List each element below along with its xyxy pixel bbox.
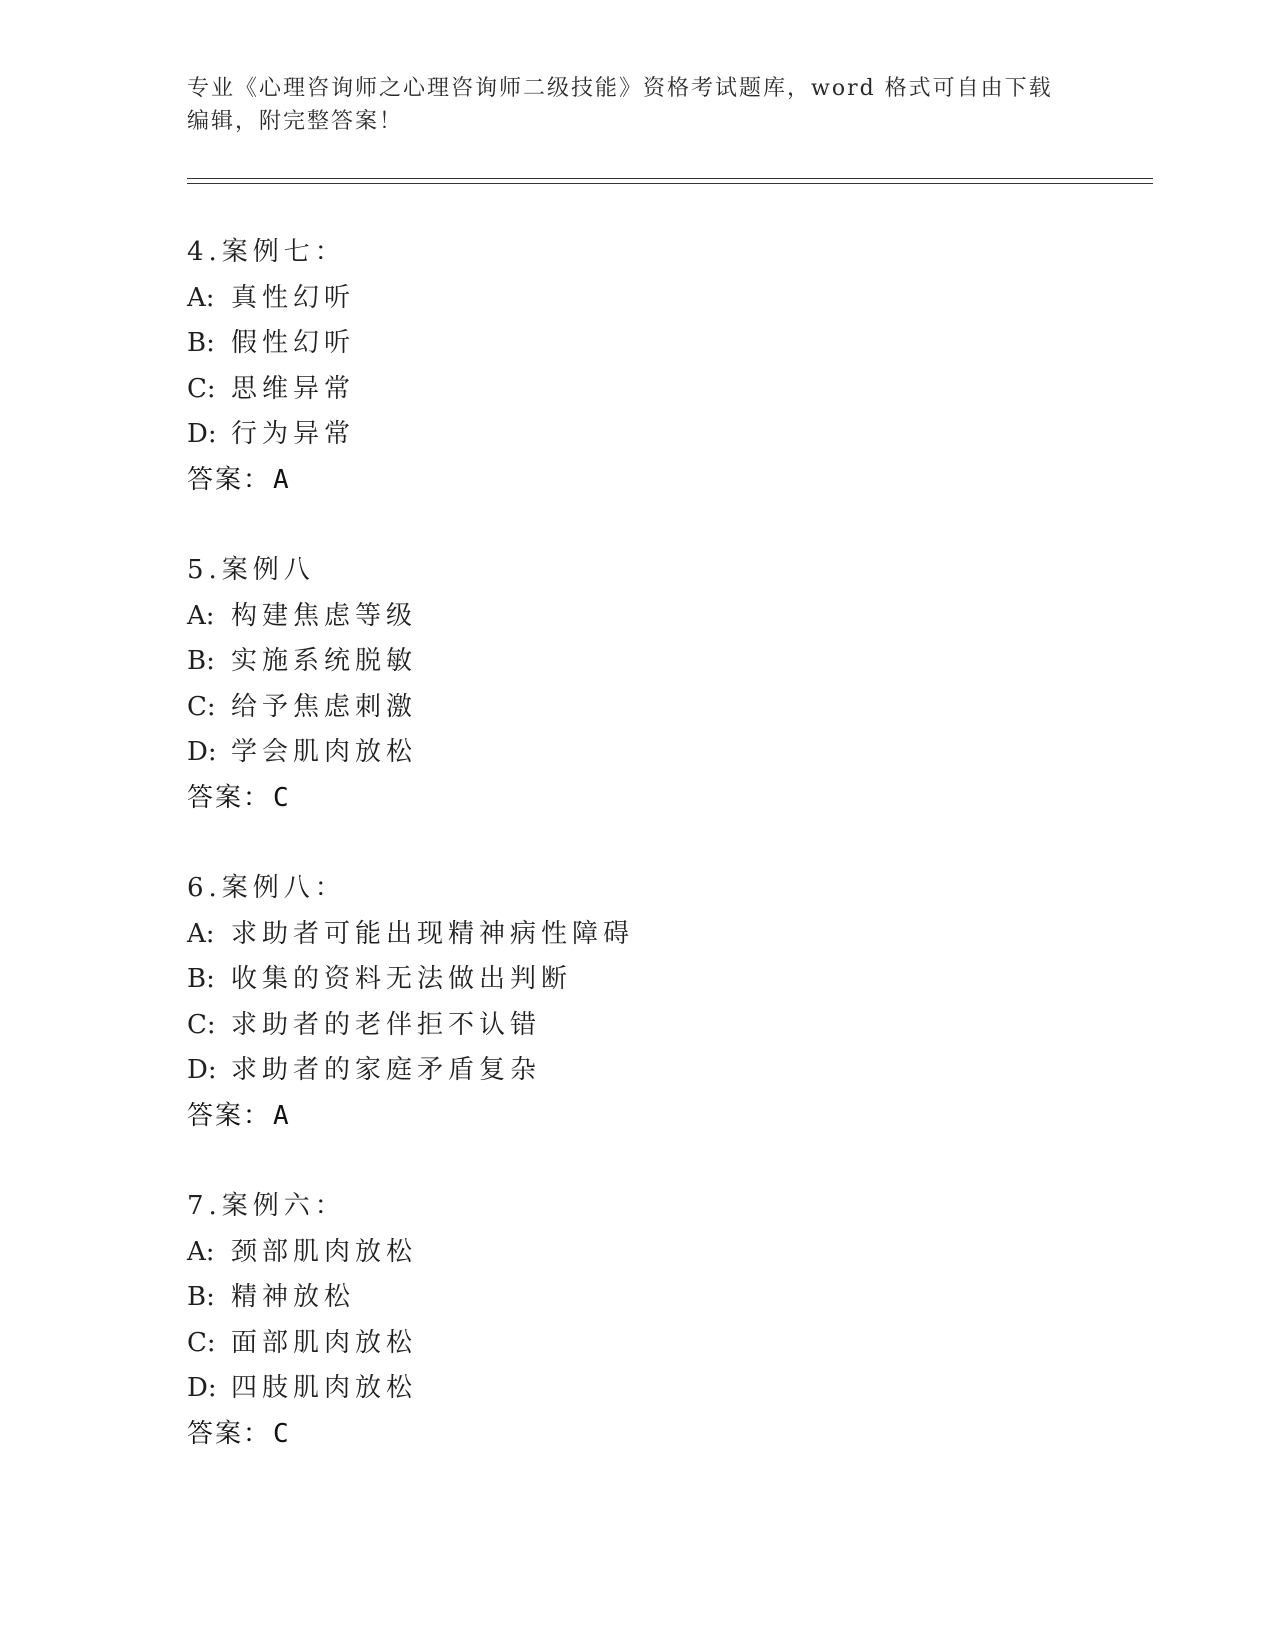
option-b — [187, 321, 1087, 367]
question-4 — [187, 230, 1087, 503]
header-line-1: 专业《心理咨询师之心理咨询师二级技能》资格考试题库，word 格式可自由下载 — [187, 76, 1053, 101]
header-divider-top — [187, 178, 1153, 179]
option-text: 面部肌肉放松 — [231, 1327, 418, 1358]
option-a — [187, 1230, 1087, 1276]
answer-label: 答案： — [187, 782, 272, 813]
question-title: 4.案例七： — [187, 237, 346, 267]
question-title: 7.案例六： — [187, 1191, 346, 1221]
answer-line — [187, 776, 1087, 822]
option-c — [187, 1003, 1087, 1049]
question-7 — [187, 1184, 1087, 1457]
question-title: 6.案例八： — [187, 873, 346, 903]
option-text: 真性幻听 — [231, 282, 356, 313]
option-text: 收集的资料无法做出判断 — [231, 964, 573, 994]
option-letter: A: — [187, 1236, 215, 1267]
option-text: 精神放松 — [231, 1282, 356, 1312]
option-b — [187, 639, 1087, 685]
question-title: 5.案例八 — [187, 555, 315, 585]
document-header — [187, 72, 1067, 138]
answer-value: C — [273, 782, 289, 813]
option-letter: D: — [187, 737, 217, 767]
question-5 — [187, 548, 1087, 821]
option-text: 求助者的家庭矛盾复杂 — [231, 1055, 542, 1085]
option-c — [187, 685, 1087, 731]
option-b — [187, 1275, 1087, 1321]
answer-line — [187, 1412, 1087, 1458]
option-text: 四肢肌肉放松 — [231, 1373, 418, 1403]
option-letter: D: — [187, 1373, 217, 1403]
option-text: 学会肌肉放松 — [231, 737, 418, 767]
option-letter: B: — [187, 328, 215, 358]
option-text: 行为异常 — [231, 419, 356, 449]
answer-line — [187, 458, 1087, 504]
answer-label: 答案： — [187, 1418, 272, 1449]
option-letter: A: — [187, 600, 215, 631]
option-text: 颈部肌肉放松 — [231, 1236, 418, 1267]
option-d — [187, 412, 1087, 458]
answer-value: C — [273, 1418, 289, 1449]
option-letter: D: — [187, 419, 217, 449]
option-text: 给予焦虑刺激 — [231, 691, 418, 722]
answer-line — [187, 1094, 1087, 1140]
option-d — [187, 1366, 1087, 1412]
option-text: 求助者可能出现精神病性障碍 — [231, 918, 635, 949]
option-text: 假性幻听 — [231, 328, 356, 358]
option-a — [187, 912, 1087, 958]
option-letter: D: — [187, 1055, 217, 1085]
option-text: 求助者的老伴拒不认错 — [231, 1009, 542, 1040]
option-text: 实施系统脱敏 — [231, 646, 418, 676]
option-a — [187, 594, 1087, 640]
option-d — [187, 1048, 1087, 1094]
option-letter: B: — [187, 964, 215, 994]
option-b — [187, 957, 1087, 1003]
option-letter: A: — [187, 282, 215, 313]
header-line-2: 编辑，附完整答案！ — [187, 109, 404, 134]
option-letter: C: — [187, 373, 216, 404]
answer-label: 答案： — [187, 464, 272, 495]
option-text: 构建焦虑等级 — [231, 600, 418, 631]
option-letter: B: — [187, 1282, 215, 1312]
answer-value: A — [273, 1100, 289, 1131]
option-a — [187, 276, 1087, 322]
header-divider-bottom — [187, 183, 1153, 184]
option-c — [187, 367, 1087, 413]
option-d — [187, 730, 1087, 776]
option-letter: B: — [187, 646, 215, 676]
option-letter: A: — [187, 918, 215, 949]
option-letter: C: — [187, 1327, 216, 1358]
option-letter: C: — [187, 691, 216, 722]
question-6 — [187, 866, 1087, 1139]
answer-value: A — [273, 464, 289, 495]
option-letter: C: — [187, 1009, 216, 1040]
answer-label: 答案： — [187, 1100, 272, 1131]
option-text: 思维异常 — [231, 373, 356, 404]
option-c — [187, 1321, 1087, 1367]
